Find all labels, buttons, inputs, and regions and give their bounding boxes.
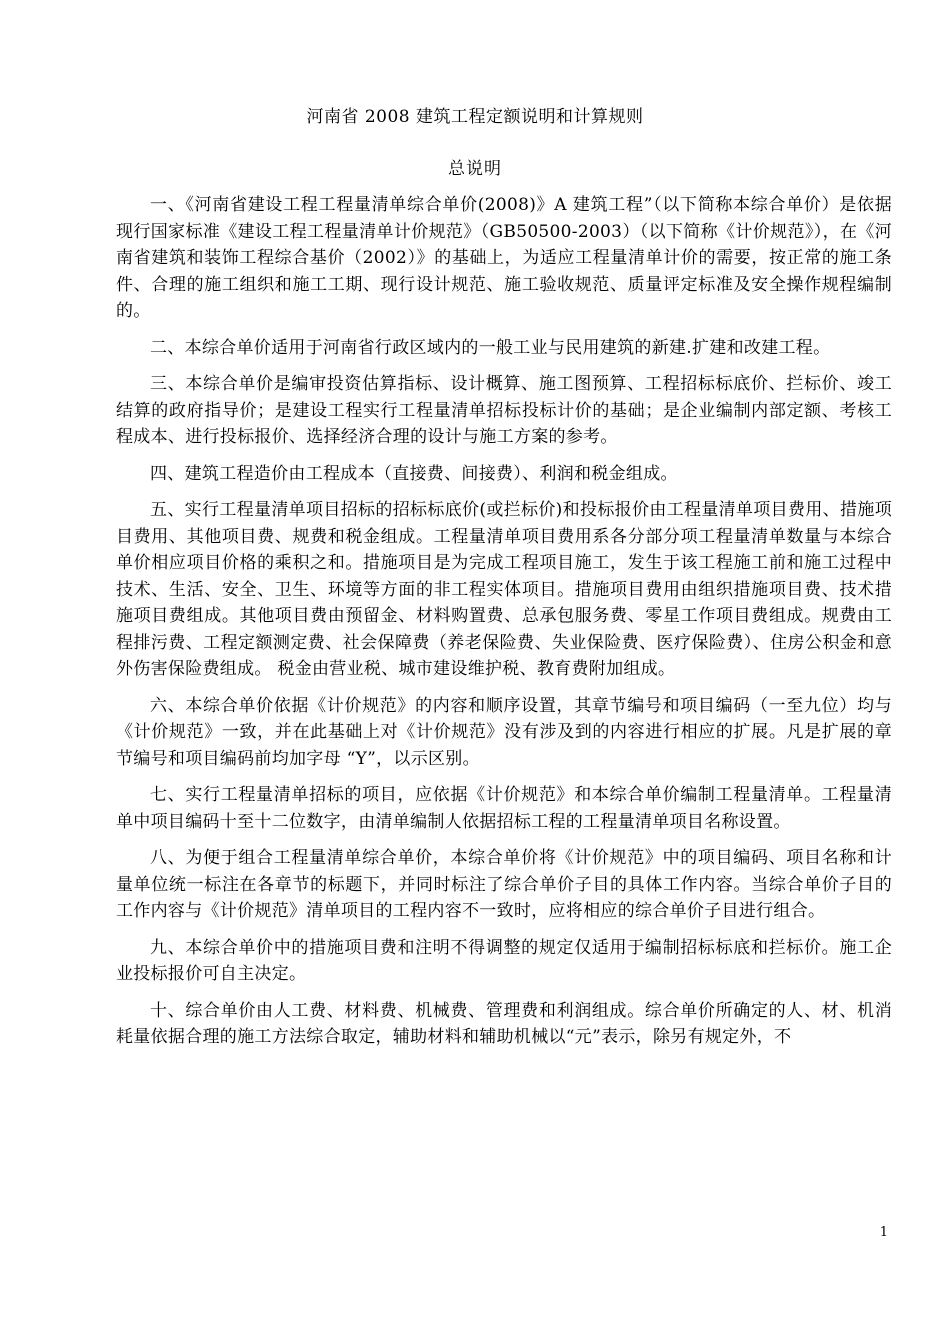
paragraph-1: 一、《河南省建设工程工程量清单综合单价(2008)》A 建筑工程”（以下简称本综合单价）是依据现行国家标准《建设工程工程量清单计价规范》（GB50500-2003）（以下简称《计价规范》），在《河南省建筑和装饰工程综合基价（2002）》的基础上，为适应工程量清单计价的需要，按正常的施工条件、合理的施工组织和施工工期、现行设计规范、施工验收规范、质量评定标准及安全操作规程编制的。 [116,195,892,321]
document-title: 河南省 2008 建筑工程定额说明和计算规则 [306,107,644,127]
paragraph-8: 八、为便于组合工程量清单综合单价，本综合单价将《计价规范》中的项目编码、项目名称和计量单位统一标注在各章节的标题下，并同时标注了综合单价子目的具体工作内容。当综合单价子目的工作内容与《计价规范》清单项目的工程内容不一致时，应将相应的综合单价子目进行组合。 [116,848,892,921]
document-body [116,192,892,1061]
paragraph-7: 七、实行工程量清单招标的项目，应依据《计价规范》和本综合单价编制工程量清单。工程量清单中项目编码十至十二位数字，由清单编制人依据招标工程的工程量清单项目名称设置。 [116,785,892,832]
paragraph-10: 十、综合单价由人工费、材料费、机械费、管理费和利润组成。综合单价所确定的人、材、机消耗量依据合理的施工方法综合取定，辅助材料和辅助机械以“元”表示，除另有规定外，不 [116,1000,892,1047]
paragraph-2: 二、本综合单价适用于河南省行政区域内的一般工业与民用建筑的新建.扩建和改建工程。 [150,337,831,358]
paragraph-6: 六、本综合单价依据《计价规范》的内容和顺序设置，其章节编号和项目编码（一至九位）均与《计价规范》一致，并在此基础上对《计价规范》没有涉及到的内容进行相应的扩展。凡是扩展的章节编号和项目编码前均加字母 “Y”，以示区别。 [116,695,892,769]
page-number: 1 [879,1225,888,1240]
paragraph-9: 九、本综合单价中的措施项目费和注明不得调整的规定仅适用于编制招标标底和拦标价。施工企业投标报价可自主决定。 [116,937,892,984]
paragraph-4: 四、建筑工程造价由工程成本（直接费、间接费）、利润和税金组成。 [150,463,678,484]
paragraph-3: 三、本综合单价是编审投资估算指标、设计概算、施工图预算、工程招标标底价、拦标价、竣工结算的政府指导价；是建设工程实行工程量清单招标投标计价的基础；是企业编制内部定额、考核工程成本、进行投标报价、选择经济合理的设计与施工方案的参考。 [116,374,892,447]
section-title: 总说明 [448,159,502,179]
paragraph-5: 五、实行工程量清单项目招标的招标标底价(或拦标价)和投标报价由工程量清单项目费用、措施项目费用、其他项目费、规费和税金组成。工程量清单项目费用系各分部分项工程量清单数量与本综合单价相应项目价格的乘积之和。措施项目是为完成工程项目施工，发生于该工程施工前和施工过程中技术、生活、安全、卫生、环境等方面的非工程实体项目。措施项目费用由组织措施项目费、技术措施项目费组成。其他项目费由预留金、材料购置费、总承包服务费、零星工作项目费组成。规费由工程排污费、工程定额测定费、社会保障费（养老保险费、失业保险费、医疗保险费）、住房公积金和意外伤害保险费组成。 税金由营业税、城市建设维护税、教育费附加组成。 [116,500,892,679]
